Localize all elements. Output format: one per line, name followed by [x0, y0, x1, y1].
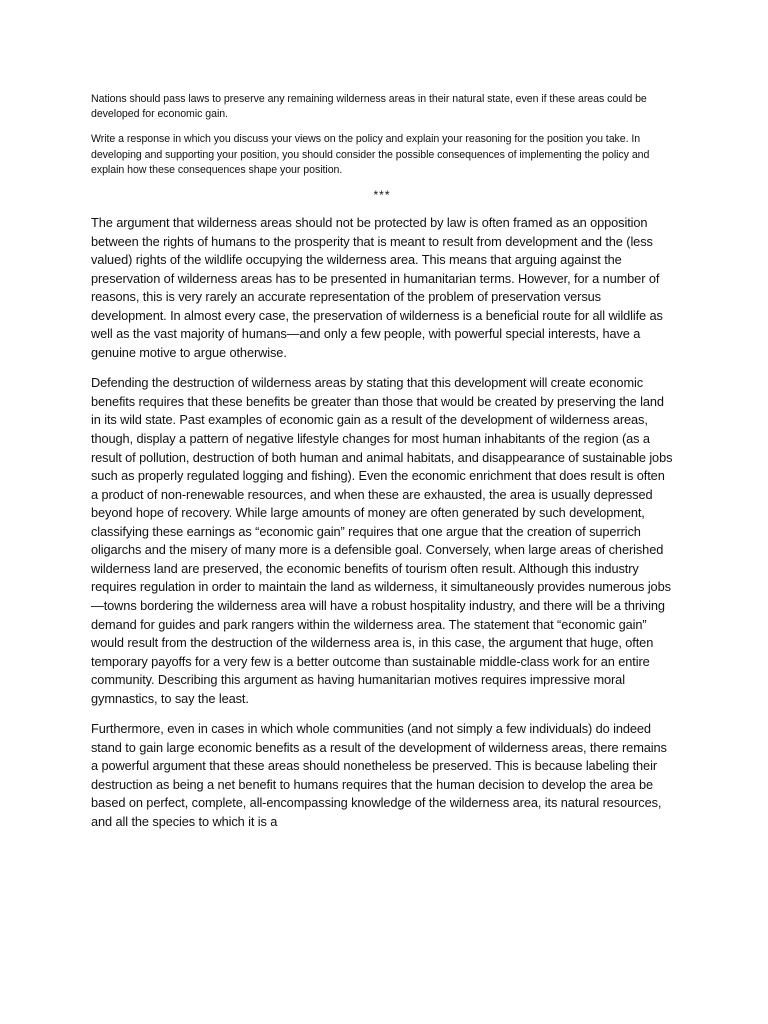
prompt-instructions: Write a response in which you discuss your views on the policy and explain your reasoning for the position you take. In developing and supporting your position, you should consider the possible consequences of implementing the policy and explain how these consequences shape your position.: [91, 133, 650, 176]
document-page: [91, 92, 673, 844]
essay-paragraph-3: Furthermore, even in cases in which whole communities (and not simply a few individuals) do indeed stand to gain large economic benefits as a result of the development of wilderness areas, there remains a powerful argument that these areas should nonetheless be preserved. This is because labeling their destruction as being a net benefit to humans requires that the human decision to develop the area be based on perfect, complete, all-encompassing knowledge of the wilderness area, its natural resources, and all the species to which it is a: [91, 721, 667, 829]
essay-paragraph-1: The argument that wilderness areas should not be protected by law is often framed as an opposition between the rights of humans to the prosperity that is meant to result from development and the (less valued) rights of the wildlife occupying the wilderness area. This means that arguing against the preservation of wilderness areas has to be presented in humanitarian terms. However, for a number of reasons, this is very rarely an accurate representation of the problem of preservation versus development. In almost every case, the preservation of wilderness is a beneficial route for all wildlife as well as the vast majority of humans—and only a few people, with powerful special interests, have a genuine motive to argue otherwise.: [91, 215, 663, 360]
section-separator: ***: [373, 188, 391, 203]
prompt-statement: Nations should pass laws to preserve any remaining wilderness areas in their natural state, even if these areas could be developed for economic gain.: [91, 93, 647, 121]
essay-body: [91, 214, 673, 832]
essay-paragraph-2: Defending the destruction of wilderness areas by stating that this development will create economic benefits requires that these benefits be greater than those that would be created by preserving the land in its wild state. Past examples of economic gain as a result of the development of wilderness areas, though, display a pattern of negative lifestyle changes for most human inhabitants of the region (as a result of pollution, destruction of both human and animal habitats, and disappearance of sustainable jobs such as properly regulated logging and fishing). Even the economic enrichment that does result is often a product of non-renewable resources, and when these are exhausted, the area is usually depressed beyond hope of recovery. While large amounts of money are often generated by such development, classifying these earnings as “economic gain” requires that one argue that the creation of superrich oligarchs and the misery of many more is a defensible goal. Conversely, when large areas of cherished wilderness land are preserved, the economic benefits of tourism often result. Although this industry requires regulation in order to maintain the land as wilderness, it simultaneously provides numerous jobs—towns bordering the wilderness area will have a robust hospitality industry, and there will be a thriving demand for guides and park rangers within the wilderness area. The statement that “economic gain” would result from the destruction of the wilderness area is, in this case, the argument that huge, often temporary payoffs for a very few is a better outcome than sustainable middle-class work for an entire community. Describing this argument as having humanitarian motives requires impressive moral gymnastics, to say the least.: [91, 375, 673, 706]
